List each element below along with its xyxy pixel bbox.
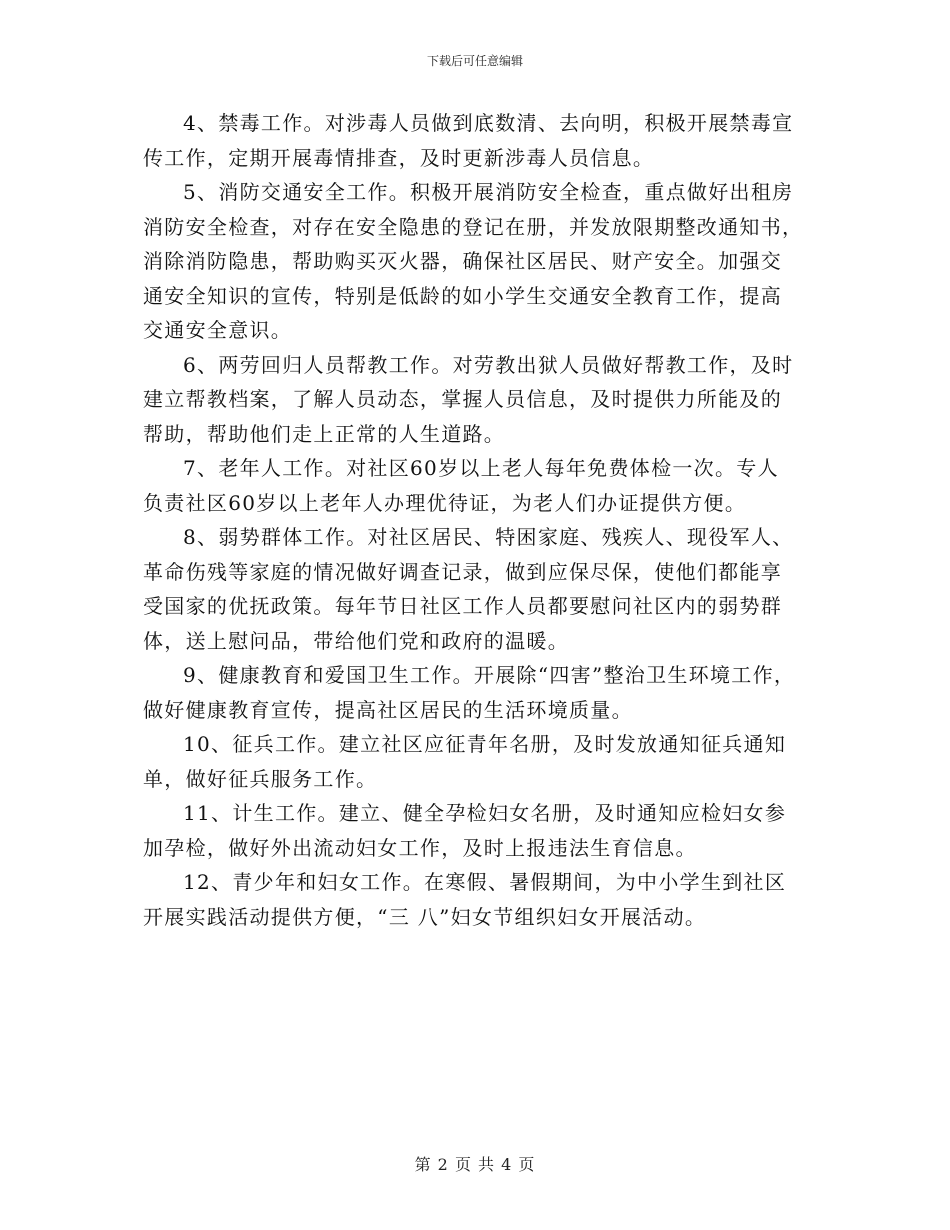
paragraph-line: 建立帮教档案，了解人员动态，掌握人员信息，及时提供力所能及的 [143, 387, 782, 411]
paragraph-line: 受国家的优抚政策。每年节日社区工作人员都要慰问社区内的弱势群 [143, 594, 782, 618]
paragraph-line: 消防安全检查，对存在安全隐患的登记在册，并发放限期整改通知书， [143, 214, 804, 239]
paragraph-line: 加孕检，做好外出流动妇女工作，及时上报违法生育信息。 [143, 835, 697, 860]
paragraph-line: 7、老年人工作。对社区60岁以上老人每年免费体检一次。专人 [183, 456, 779, 480]
page-number-footer: 第 2 页 共 4 页 [414, 1155, 536, 1174]
paragraph-4-drug-control [143, 106, 828, 175]
paragraph-8-vulnerable-groups [143, 520, 828, 658]
paragraph-line: 12、青少年和妇女工作。在寒假、暑假期间，为中小学生到社区 [183, 870, 787, 894]
document-body [143, 106, 828, 934]
paragraph-line: 通安全知识的宣传，特别是低龄的如小学生交通安全教育工作，提高 [143, 283, 782, 308]
paragraph-11-family-planning [143, 796, 828, 865]
paragraph-12-youth-women [143, 865, 828, 934]
paragraph-line: 做好健康教育宣传，提高社区居民的生活环境质量。 [143, 697, 633, 722]
paragraph-line: 单，做好征兵服务工作。 [143, 766, 378, 791]
paragraph-line: 交通安全意识。 [143, 318, 293, 342]
paragraph-10-conscription [143, 727, 828, 796]
paragraph-5-fire-traffic-safety [143, 175, 828, 348]
paragraph-line: 6、两劳回归人员帮教工作。对劳教出狱人员做好帮教工作，及时 [183, 352, 794, 377]
paragraph-line: 4、禁毒工作。对涉毒人员做到底数清、去向明，积极开展禁毒宣 [183, 111, 794, 135]
paragraph-6-rehabilitation [143, 348, 828, 452]
paragraph-line: 10、征兵工作。建立社区应征青年名册，及时发放通知征兵通知 [183, 732, 787, 756]
paragraph-line: 开展实践活动提供方便，“三 八”妇女节组织妇女开展活动。 [143, 904, 707, 929]
paragraph-line: 11、计生工作。建立、健全孕检妇女名册，及时通知应检妇女参 [183, 801, 787, 825]
paragraph-line: 传工作，定期开展毒情排查，及时更新涉毒人员信息。 [143, 145, 655, 170]
paragraph-7-elderly [143, 451, 828, 520]
paragraph-line: 体，送上慰问品，带给他们党和政府的温暖。 [143, 628, 569, 653]
paragraph-line: 8、弱势群体工作。对社区居民、特困家庭、残疾人、现役军人、 [183, 525, 794, 549]
paragraph-line: 5、消防交通安全工作。积极开展消防安全检查，重点做好出租房 [183, 180, 794, 204]
paragraph-9-health-education [143, 658, 828, 727]
paragraph-line: 革命伤残等家庭的情况做好调查记录，做到应保尽保，使他们都能享 [143, 559, 782, 584]
paragraph-line: 消除消防隐患，帮助购买灭火器，确保社区居民、财产安全。加强交 [143, 249, 782, 273]
paragraph-line: 9、健康教育和爱国卫生工作。开展除“四害”整治卫生环境工作， [183, 663, 796, 687]
paragraph-line: 负责社区60岁以上老年人办理优待证，为老人们办证提供方便。 [143, 490, 747, 515]
paragraph-line: 帮助，帮助他们走上正常的人生道路。 [143, 421, 506, 446]
page-header: 下载后可任意编辑 [426, 54, 523, 68]
